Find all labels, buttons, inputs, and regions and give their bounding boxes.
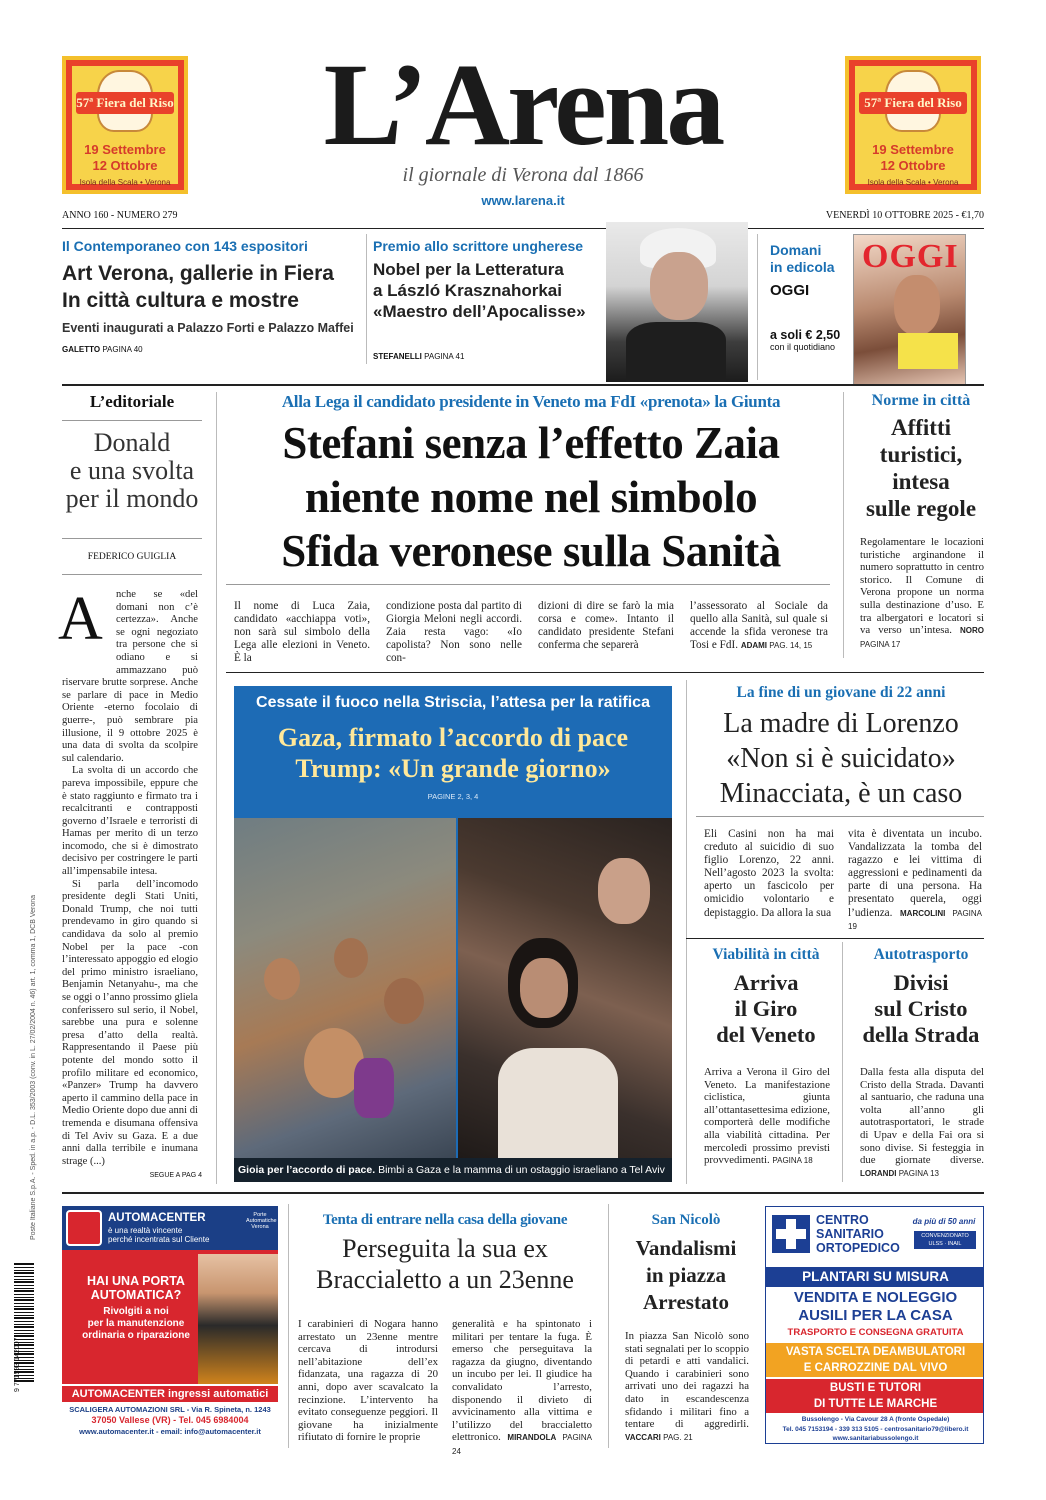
gaza-headline: Trump: «Un grande giorno» (295, 754, 611, 783)
story-headline: sulle regole (865, 496, 977, 521)
story-text: In piazza San Nicolò sono stati segnalati per lo scoppio di petardi e atti vandalici. Quando i carabinieri sono arrivati uno dei ragazzi ha dato in escandescenza sfidando i militari fino a tentare di aggredirli. (625, 1330, 749, 1431)
story-headline: Minacciata, è un caso (719, 778, 963, 809)
editoriale-text: nche se «del domani non c’è certezza». Anche se ogni negoziato tra persone che si odiano e si ammazzano può riservare brutte sorprese. Anche se parlare di pace in Medio Oriente -eterno focolaio di guerre-, può sembrare pia illusione, il 9 ottobre 2025 è una data di svolta da scolpire sul calendario. (62, 589, 198, 764)
story-kicker: Premio allo scrittore ungherese (373, 238, 584, 254)
oggi-price: a soli € 2,50 (770, 328, 841, 342)
story-headline: Perseguita la sua ex (342, 1234, 548, 1263)
masthead-url[interactable]: www.larena.it (481, 193, 565, 208)
story-lorenzo[interactable] (696, 684, 986, 811)
story-text: Regolamentare le locazioni turistiche arginandone il numero soprattutto in centro storico. Il Comune di Verona propone un norma sulla destinazione d’uso. E tra albergatori e locatori si va verso un’intesa. (860, 536, 984, 637)
story-headline: sul Cristo (874, 996, 968, 1021)
story-headline: «Non si è suicidato» (726, 743, 956, 774)
hostage-mother-photo (458, 818, 672, 1158)
byline-page: PAGINA 40 (102, 345, 143, 354)
lead-story[interactable] (226, 392, 836, 578)
story-kicker: Tenta di entrare nella casa della giovane (322, 1212, 568, 1228)
lead-headline: Sfida veronese sulla Sanità (281, 526, 781, 576)
oggi-line2: in edicola (770, 259, 835, 275)
lead-headline: Stefani senza l’effetto Zaia (282, 418, 780, 468)
norme-text-wrap (860, 536, 984, 651)
ortopedico-conv: ULSS · INAIL (928, 1241, 962, 1247)
editoriale-dropcap: A (58, 585, 103, 653)
gaza-block[interactable] (234, 686, 672, 1182)
automacenter-cta: Rivolgiti a noi (103, 1306, 169, 1317)
editoriale-continue[interactable]: SEGUE A PAG 4 (149, 1172, 202, 1179)
lead-headline: niente nome nel simbolo (304, 472, 758, 522)
cristo-text-wrap (860, 1066, 984, 1180)
byline-page: PAG. 14, 15 (769, 641, 813, 651)
ortopedico-since: da più di 50 anni (912, 1217, 976, 1226)
story-sannicolo[interactable] (612, 1212, 760, 1316)
ortopedico-conv: CONVENZIONATO (921, 1233, 969, 1239)
lorenzo-col2: vita è diventata un incubo. Vandalizzata la tomba del ragazzo e lei vittima di aggressioni e pedinamenti da parte di una persona. Ha presentato querela, oggi l’udienza. (848, 828, 982, 919)
fiera-riso-ad-left[interactable] (62, 56, 188, 194)
automacenter-footer-title: AUTOMACENTER ingressi automatici (62, 1386, 278, 1402)
automacenter-ad[interactable] (62, 1206, 278, 1444)
story-headline: La madre di Lorenzo (723, 708, 959, 739)
story-headline: In città cultura e mostre (62, 289, 299, 312)
oggi-promo[interactable] (770, 242, 852, 352)
byline-name: MARCOLINI (900, 908, 946, 918)
story-subhead: Eventi inaugurati a Palazzo Forti e Palazzo Maffei (62, 321, 354, 335)
editoriale[interactable] (62, 392, 202, 513)
automacenter-address: 37050 Vallese (VR) - Tel. 045 6984004 (91, 1415, 249, 1425)
story-kicker: Norme in città (871, 392, 971, 409)
ortopedico-bar3: BUSTI E TUTORI (829, 1382, 922, 1394)
gaza-caption-bold: Gioia per l’accordo di pace. (238, 1164, 376, 1176)
byline-name: GALETTO (62, 345, 101, 354)
editoriale-body (62, 589, 198, 1181)
ortopedico-contacts: Tel. 045 7153194 - 339 313 5105 - centrosanitario79@libero.it (782, 1425, 969, 1433)
automacenter-badge: Porte Automatiche Verona (246, 1212, 277, 1230)
automacenter-cta: ordinaria o riparazione (82, 1330, 190, 1341)
story-giro[interactable] (696, 946, 836, 1048)
story-headline: Arrestato (643, 1290, 729, 1314)
perseguita-col2: generalità e ha spintonato i militari per tentare la fuga. È emerso che perseguitava la ragazza da giugno, diventando un incubo per lei. Il giudice ha convalidato l’arresto, disponendo il divieto di avvicinamento alla vittima e l’utilizzo del braccialetto elettronico. (452, 1318, 592, 1444)
byline-page: PAGINA 41 (424, 352, 465, 361)
ortopedico-name: SANITARIO (816, 1227, 884, 1241)
fiera-title: 57ª Fiera del Riso (859, 92, 967, 114)
ortopedico-trasporto: TRASPORTO E CONSEGNA GRATUITA (787, 1327, 964, 1338)
story-kicker: Il Contemporaneo con 143 espositori (62, 238, 308, 254)
gaza-caption (234, 1158, 672, 1182)
gaza-pages: PAGINE 2, 3, 4 (427, 792, 479, 801)
story-headline: della Strada (862, 1022, 980, 1047)
ortopedico-line: VENDITA E NOLEGGIO (793, 1289, 958, 1306)
ortopedico-name: ORTOPEDICO (816, 1241, 900, 1255)
editoriale-author: FEDERICO GUIGLIA (87, 552, 177, 562)
lead-col1: Il nome di Luca Zaia, candidato «acchiappa voti», non sarà sul simbolo della Lega alle elezioni in Veneto. È la (234, 600, 370, 665)
automacenter-tagline: perché incentrata sul Cliente (108, 1235, 210, 1244)
giro-text-wrap (704, 1066, 830, 1168)
automacenter-cta: per la manutenzione (87, 1318, 185, 1329)
masthead-tagline: il giornale di Verona dal 1866 (402, 164, 644, 186)
byline-page: PAGINA 24 (452, 1433, 592, 1456)
story-artverona[interactable] (62, 238, 362, 354)
ortopedico-address: Bussolengo - Via Cavour 28 A (fronte Ospedale) (801, 1416, 950, 1423)
gaza-caption-text: Bimbi a Gaza e la mamma di un ostaggio israeliano a Tel Aviv (378, 1164, 665, 1176)
lorenzo-col1: Eli Casini non ha mai creduto al suicidio di suo figlio Lorenzo, 22 anni. Nell’agosto 2023 la svolta: aperto un fascicolo per omicidio volontario e depistaggio. Da allora la sua (704, 828, 834, 919)
fiera-date-end: 12 Ottobre (880, 158, 946, 173)
byline-name: VACCARI (625, 1432, 661, 1442)
lead-col4: l’assessorato al Sociale da quello alla Sanità, sul quale si accende la sfida veronese tra Tosi e FdI. (690, 600, 828, 652)
lorenzo-col2-wrap (848, 828, 982, 933)
automacenter-tagline: è una realtà vincente (108, 1226, 183, 1235)
story-text: Arriva a Verona il Giro del Veneto. La manifestazione ciclistica, giunta all’ottantasettesima edizione, comporterà delle modifiche alla viabilità cittadina. Per mercoledì prossimo previsti provvedimenti. (704, 1066, 830, 1167)
byline-name: STEFANELLI (373, 352, 422, 361)
byline-page: PAGINA 13 (898, 1168, 940, 1178)
story-headline: turistici, (879, 442, 963, 467)
fiera-date-end: 12 Ottobre (92, 158, 158, 173)
oggi-line1: Domani (770, 242, 822, 258)
ortopedico-bar3: DI TUTTE LE MARCHE (813, 1398, 938, 1410)
perseguita-col1: I carabinieri di Nogara hanno arrestato un 23enne mentre cercava di introdursi nell’abitazione dell’ex fidanzata, una ragazza di 20 anni, dopo aver scavalcato la recinzione. L’intervento ha evitato conseguenze peggiori. Il giovane ha inizialmente rifiutato di fornire le proprie (298, 1318, 438, 1444)
story-norme[interactable] (855, 392, 987, 522)
story-headline: Divisi (893, 970, 949, 995)
byline-page: PAGINA 17 (860, 639, 901, 649)
lead-col3: dizioni di dire se farò la mia corsa e come». Intanto il candidato presidente Stefani conferma che separerà (538, 600, 674, 652)
fiera-title: 57ª Fiera del Riso (76, 92, 174, 114)
editoriale-title: per il mondo (65, 484, 199, 513)
fiera-date-start: 19 Settembre (872, 142, 954, 157)
byline-name: ADAMI (740, 641, 768, 651)
fiera-place: Isola della Scala • Verona (79, 178, 171, 187)
story-headline: Braccialetto a un 23enne (316, 1265, 574, 1294)
story-headline: Art Verona, gallerie in Fiera (62, 262, 334, 285)
issue-number: ANNO 160 - NUMERO 279 (62, 210, 178, 221)
byline-page: PAGINA 18 (772, 1156, 813, 1166)
story-text: Dalla festa alla disputa del Cristo della Strada. Davanti al santuario, che raduna una volta all’anno gli autotrasportatori, le strade di Upav e della Fai ora si sono divise. Si festeggia in due giornate diverse. (860, 1066, 984, 1167)
lead-kicker: Alla Lega il candidato presidente in Veneto ma FdI «prenota» la Giunta (281, 392, 781, 411)
story-perseguita[interactable] (292, 1212, 598, 1295)
ortopedico-name: CENTRO (816, 1213, 869, 1227)
story-kicker: La fine di un giovane di 22 anni (736, 684, 946, 701)
lead-col2: condizione posta dal partito di Giorgia Meloni negli accordi. Zaia resta vago: «Io capolista? Non sono nelle con- (386, 600, 522, 665)
automacenter-brand: AUTOMACENTER (108, 1212, 206, 1224)
perseguita-col2-wrap (452, 1318, 592, 1459)
story-headline: del Veneto (716, 1022, 816, 1047)
oggi-cover (853, 234, 966, 386)
oggi-cover-title: OGGI (862, 238, 959, 275)
story-headline: Affitti (890, 415, 952, 440)
story-kicker: Autotrasporto (873, 946, 969, 963)
krasznahorkai-photo (606, 222, 748, 382)
story-headline: il Giro (734, 996, 798, 1021)
story-headline: intesa (892, 469, 950, 494)
editoriale-title: e una svolta (69, 456, 195, 485)
story-headline: «Maestro dell’Apocalisse» (373, 302, 586, 321)
story-kicker: San Nicolò (651, 1212, 721, 1228)
masthead-title: L’Arena (323, 39, 723, 170)
story-headline: Vandalismi (635, 1236, 737, 1260)
ortopedico-web[interactable]: www.sanitariabussolengo.it (832, 1435, 919, 1442)
editoriale-text: Si parla dell’incomodo presidente degli Stati Uniti, Donald Trump, che noi tutti prendevamo in giro quando si candidava da solo al premio Nobel per la pace -con l’interessato appoggio ed elogio del primo ministro israeliano, Benjamin Netanyahu-, ma che se oggi o l’anno prossimo gliela conferissero sul serio, il Nobel, sarebbe una pura e solenne presa d’atto della realtà. Rappresentando il Paese più potente del mondo sotto il profilo militare ed economico, «Panzer» Trump ha davvero aperto il cammino della pace in Medio Oriente dopo due anni di tremenda e disumana offensiva di Tel Aviv su Gaza. E a due anni dalla terribile e inumana strage (...) (62, 878, 198, 1167)
medical-cross-icon (772, 1215, 810, 1253)
editoriale-text: La svolta di un accordo che pareva impossibile, eppure che è stato raggiunto e firmato tra i recalcitranti e contrapposti governo d’Israele e terroristi di Hamas per merito di un terzo incomodo, che si è dimostrato decisivo per costringere le parti all’impensabile intesa. (62, 765, 198, 878)
story-nobel[interactable] (373, 238, 613, 361)
ortopedico-bar1: PLANTARI SU MISURA (766, 1267, 984, 1287)
byline-name: LORANDI (860, 1168, 897, 1178)
byline-name: NORO (960, 626, 984, 636)
fiera-riso-ad-right[interactable] (845, 56, 981, 194)
editoriale-title: Donald (93, 428, 171, 457)
oggi-magazine: OGGI (770, 282, 810, 299)
byline-page: PAG. 21 (663, 1432, 693, 1442)
oggi-note: con il quotidiano (770, 342, 836, 352)
barcode-digits: 9 771593 142007 (14, 1337, 21, 1392)
ortopedico-bar2: VASTA SCELTA DEAMBULATORI (785, 1346, 966, 1358)
fiera-place: Isola della Scala • Verona (867, 178, 959, 187)
automacenter-address: SCALIGERA AUTOMAZIONI SRL - Via R. Spineta, n. 1243 (69, 1405, 271, 1414)
fiera-date-start: 19 Settembre (84, 142, 166, 157)
story-headline: Arriva (733, 970, 799, 995)
byline-name: MIRANDOLA (507, 1433, 557, 1443)
lead-col4-wrap (690, 600, 828, 652)
automacenter-web[interactable]: www.automacenter.it - email: info@automacenter.it (79, 1427, 261, 1436)
ortopedico-bar2: E CARROZZINE DAL VIVO (803, 1362, 948, 1374)
story-kicker: Viabilità in città (712, 946, 820, 963)
gaza-kicker: Cessate il fuoco nella Striscia, l’attesa per la ratifica (256, 694, 650, 711)
automacenter-question: HAI UNA PORTA (87, 1274, 185, 1288)
technician-photo (198, 1254, 278, 1384)
postal-note: Poste Italiane S.p.A. - Sped. in a.p. - D.L. 353/2003 (conv. in L. 27/02/2004 n. 46) art. 1, comma 1, DCB Verona (30, 894, 37, 1240)
automacenter-logo (66, 1210, 102, 1246)
story-cristo[interactable] (852, 946, 990, 1048)
sannicolo-text-wrap (625, 1330, 749, 1444)
byline-page: PAGINA 19 (848, 908, 982, 931)
ortopedico-line: AUSILI PER LA CASA (798, 1307, 953, 1324)
gaza-children-photo (234, 818, 456, 1158)
date-price: VENERDÌ 10 OTTOBRE 2025 - €1,70 (825, 210, 984, 221)
editoriale-section: L’editoriale (89, 392, 175, 411)
story-headline: in piazza (646, 1263, 726, 1287)
gaza-headline: Gaza, firmato l’accordo di pace (277, 723, 629, 752)
story-headline: a László Krasznahorkai (373, 281, 562, 300)
ortopedico-ad[interactable] (765, 1206, 984, 1444)
automacenter-question: AUTOMATICA? (90, 1288, 182, 1302)
story-headline: Nobel per la Letteratura (373, 260, 564, 279)
